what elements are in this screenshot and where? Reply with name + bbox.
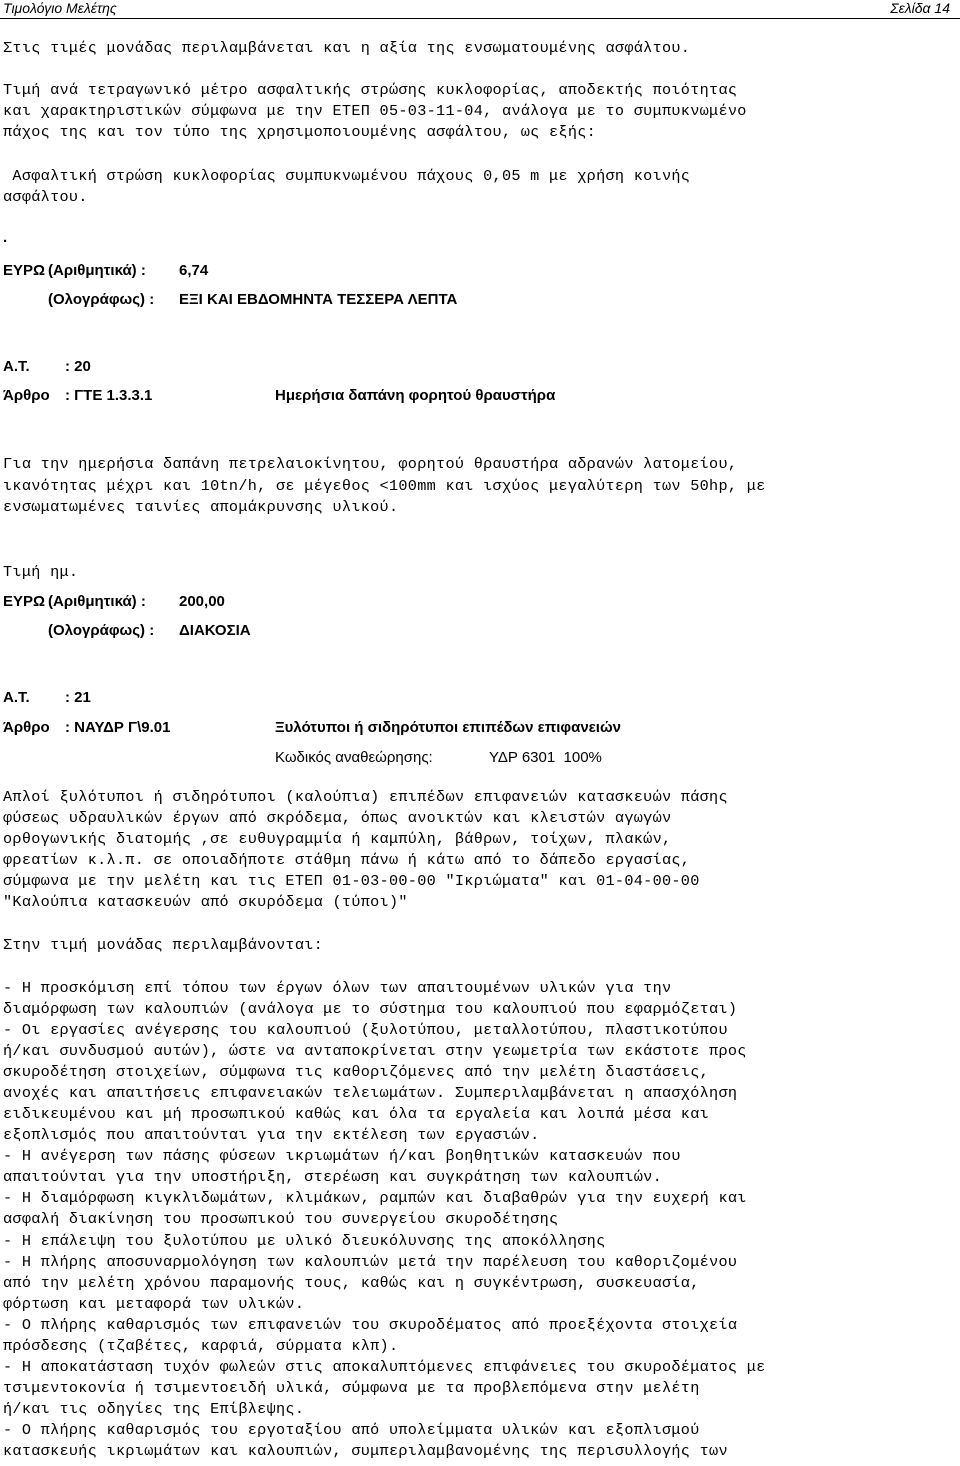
article20-body-3: ενσωματωμένες ταινίες απομάκρυνσης υλικού. [3,498,399,516]
article21-includes-line: τσιμεντοκονία ή τσιμεντοειδή υλικά, σύμφωνα με τα προβλεπόμενα στην μελέτη [3,1379,700,1397]
article21-includes-line: - Οι εργασίες ανέγερσης του καλουπιού (ξυλοτύπου, μεταλλοτύπου, πλαστικοτύπου [3,1021,728,1039]
article21-revision-label: Κωδικός αναθεώρησης: [275,749,433,766]
article20-words-value: ΔΙΑΚΟΣΙΑ [179,622,251,639]
article21-title: Ξυλότυποι ή σιδηρότυποι επιπέδων επιφανειών [275,719,621,736]
intro-line: Στις τιμές μονάδας περιλαμβάνεται και η αξία της ενσωματουμένης ασφάλτου. [3,39,691,57]
price1-eur-label: ΕΥΡΩ [3,262,46,279]
article21-includes-line: κατασκευής ικριωμάτων και καλουπιών, συμπεριλαμβανομένης της περισυλλογής των [3,1442,728,1460]
intro-para-3: πάχος της και τον τύπο της χρησιμοποιουμένης ασφάλτου, ως εξής: [3,123,597,141]
intro-item-1: Ασφαλτική στρώση κυκλοφορίας συμπυκνωμένου πάχους 0,05 m με χρήση κοινής [3,167,691,185]
article21-body-2: φύσεως υδραυλικών έργων από σκρόδεμα, όπως ανοικτών και κλειστών αγωγών [3,809,672,827]
article20-body-2: ικανότητας μέχρι και 10tn/h, σε μέγεθος <100mm και ισχύος μεγαλύτερη των 50hp, με [3,477,766,495]
intro-para-1: Τιμή ανά τετραγωνικό μέτρο ασφαλτικής στρώσης κυκλοφορίας, αποδεκτής ποιότητας [3,81,738,99]
article21-at-value: : 21 [65,689,91,706]
article20-numeric-label: (Αριθμητικά) : [48,593,146,610]
article21-includes-line: διαμόρφωση των καλουπιών (ανάλογα με το σύστημα του καλουπιού που εφαρμόζεται) [3,1000,738,1018]
article21-at-label: Α.Τ. [3,689,30,706]
article21-body-4: φρεατίων κ.λ.π. σε οποιαδήποτε στάθμη πάνω ή κάτω από το δάπεδο εργασίας, [3,851,691,869]
article20-arthro-value: : ΓΤΕ 1.3.3.1 [65,387,153,404]
intro-item-2: ασφάλτου. [3,188,88,206]
article21-includes-heading: Στην τιμή μονάδας περιλαμβάνονται: [3,936,324,954]
article21-includes-line: - Ο πλήρης καθαρισμός του εργοταξίου από υπολείμματα υλικών και εξοπλισμού [3,1421,700,1439]
document-title: Τιμολόγιο Μελέτης [3,0,117,16]
article21-includes-line: απαιτούνται για την υποστήριξη, στερέωση και συγκράτηση των καλουπιών. [3,1168,662,1186]
article21-includes-line: από την μελέτη χρόνου παραμονής τους, καθώς και η συγκέντρωση, συσκευασία, [3,1274,700,1292]
article20-words-label: (Ολογράφως) : [48,622,155,639]
intro-para-2: και χαρακτηριστικών σύμφωνα με την ΕΤΕΠ 05-03-11-04, ανάλογα με το συμπυκνωμένο [3,102,747,120]
article21-includes-line: - Η επάλειψη του ξυλοτύπου με υλικό διευκόλυνσης της αποκόλλησης [3,1232,606,1250]
article21-includes-line: - Η διαμόρφωση κιγκλιδωμάτων, κλιμάκων, ραμπών και διαβαθρών για την ευχερή και [3,1189,747,1207]
article21-includes-line: - Ο πλήρης καθαρισμός των επιφανειών του σκυροδέματος από προεξέχοντα στοιχεία [3,1316,738,1334]
article21-includes-line: σκυροδέτηση στοιχείων, σύμφωνα τις καθοριζόμενες από την μελέτη διαστάσεις, [3,1063,710,1081]
article20-title: Ημερήσια δαπάνη φορητού θραυστήρα [275,387,556,404]
page-header [0,0,960,19]
article20-unit: Τιμή ημ. [3,563,79,581]
price1-numeric-label: (Αριθμητικά) : [48,262,146,279]
article21-includes-line: πρόσδεσης (τζαβέτες, καρφιά, σύρματα κλπ). [3,1337,399,1355]
price1-words-value: ΕΞΙ ΚΑΙ ΕΒΔΟΜΗΝΤΑ ΤΕΣΣΕΡΑ ΛΕΠΤΑ [179,291,458,308]
article21-includes-line: ειδικευμένου και μή προσωπικού καθώς και όλα τα εργαλεία και λοιπά μέσα και [3,1105,710,1123]
article21-includes-line: εξοπλισμός που απαιτούνται για την εκτέλεση των εργασιών. [3,1126,540,1144]
intro-dot: . [3,229,8,246]
article21-includes-line: - Η αποκατάσταση τυχόν φωλεών στις αποκαλυπτόμενες επιφάνειες του σκυροδέματος με [3,1358,766,1376]
article20-arthro-label: Άρθρο [3,387,50,404]
article21-includes-line: ανοχές και απαιτήσεις επιφανειακών τελειωμάτων. Συμπεριλαμβάνεται η απασχόληση [3,1084,738,1102]
article21-body-5: σύμφωνα με την μελέτη και τις ΕΤΕΠ 01-03-00-00 "Ικριώματα" και 01-04-00-00 [3,872,700,890]
price1-words-label: (Ολογράφως) : [48,291,155,308]
article21-includes-line: ασφαλή διακίνηση του προσωπικού του συνεργείου σκυροδέτησης [3,1210,559,1228]
article20-eur-label: ΕΥΡΩ [3,593,46,610]
article21-body-1: Απλοί ξυλότυποι ή σιδηρότυποι (καλούπια) επιπέδων επιφανειών κατασκευών πάσης [3,788,728,806]
price1-numeric-value: 6,74 [179,262,209,279]
article20-numeric-value: 200,00 [179,593,225,610]
article20-at-label: Α.Τ. [3,358,30,375]
article20-body-1: Για την ημερήσια δαπάνη πετρελαιοκίνητου, φορητού θραυστήρα αδρανών λατομείου, [3,455,738,473]
article21-includes-line: - Η ανέγερση των πάσης φύσεων ικριωμάτων ή/και βοηθητικών κατασκευών που [3,1147,681,1165]
article21-includes-line: ή/και τις οδηγίες της Επίβλεψης. [3,1400,305,1418]
article20-at-value: : 20 [65,358,91,375]
article21-arthro-label: Άρθρο [3,719,50,736]
article21-body-3: ορθογωνικής διατομής ,σε ευθυγραμμία ή καμπύλη, βάθρων, τοίχων, πλακών, [3,830,672,848]
article21-body-6: "Καλούπια κατασκευών από σκυρόδεμα (τύποι)" [3,893,408,911]
article21-includes-line: - Η πλήρης αποσυναρμολόγηση των καλουπιών μετά την παρέλευση του καθοριζομένου [3,1253,738,1271]
article21-includes-line: ή/και συνδυσμού αυτών), ώστε να ανταποκρίνεται στην γεωμετρία των εκάστοτε προς [3,1042,747,1060]
article21-revision-value: ΥΔΡ 6301 100% [489,749,602,766]
article21-arthro-value: : ΝΑΥΔΡ Γ\9.01 [65,719,171,736]
article21-includes-line: - Η προσκόμιση επί τόπου των έργων όλων των απαιτουμένων υλικών για την [3,979,672,997]
page-number: Σελίδα 14 [890,0,950,16]
article21-includes-line: φόρτωση και μεταφορά των υλικών. [3,1295,305,1313]
